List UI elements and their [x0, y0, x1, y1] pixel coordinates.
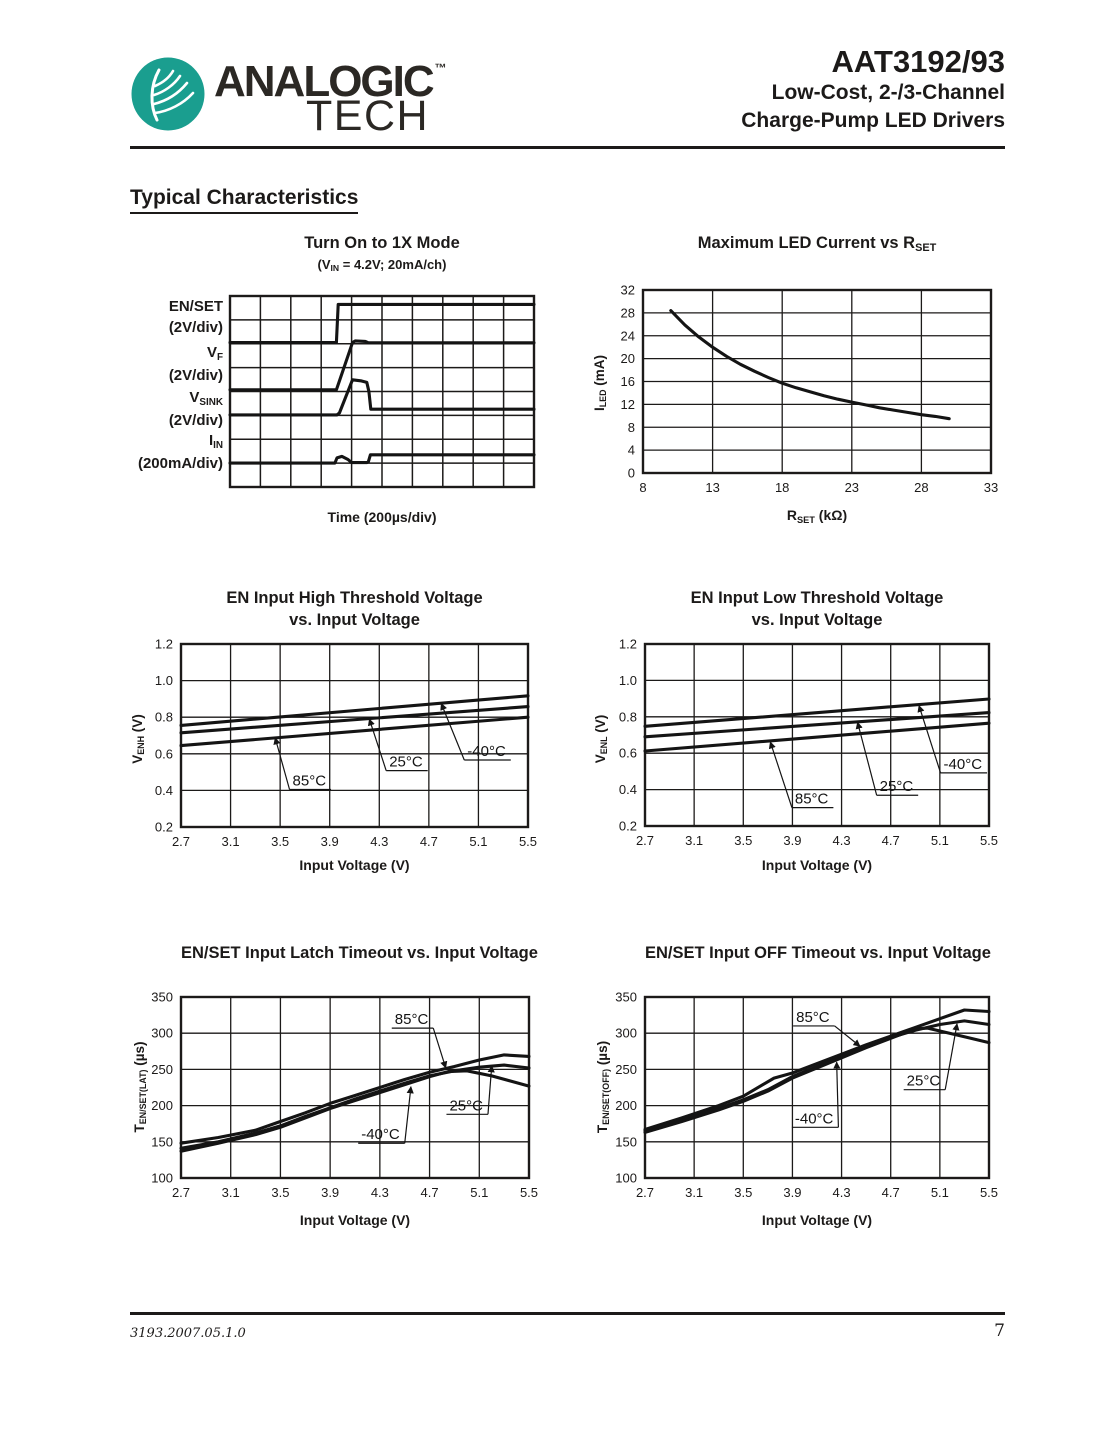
x-tick-label: 23	[844, 480, 860, 495]
chart-title: EN/SET Input Latch Timeout vs. Input Voltage	[181, 944, 538, 962]
x-tick-label: 3.9	[320, 834, 339, 849]
annotation-leader	[837, 1062, 839, 1127]
y-axis-label: $T_{EN/SET(LAT)}$ (µs)	[132, 1041, 149, 1133]
chart-subtitle: ($V_{IN} = 4.2V$; 20mA/ch)	[317, 257, 447, 274]
channel-label: $V_{SINK}$ (2V/div)	[168, 388, 223, 429]
x-tick-label: 3.5	[271, 1185, 290, 1200]
annotation-leader	[488, 1066, 492, 1115]
y-tick-label: 200	[151, 1098, 173, 1114]
y-tick-label: 300	[615, 1025, 637, 1041]
annotation-label: -40°C	[361, 1126, 400, 1144]
x-tick-label: 18	[774, 480, 790, 495]
x-tick-label: 5.1	[930, 833, 949, 848]
x-tick-label: 4.7	[881, 1185, 900, 1200]
annotation-label: 85°C	[794, 790, 829, 808]
plot-frame	[181, 997, 529, 1178]
x-tick-label: 3.5	[734, 833, 753, 848]
x-tick-label: 2.7	[635, 1185, 655, 1200]
chart-latch-timeout	[130, 940, 550, 1245]
logo-tech-text: TECH	[306, 92, 430, 140]
y-tick-label: 24	[620, 328, 635, 344]
x-axis-label: Input Voltage (V)	[761, 857, 873, 873]
y-tick-label: 16	[620, 374, 635, 389]
document-revision: 3193.2007.05.1.0	[130, 1326, 246, 1341]
annotation-label: 85°C	[394, 1011, 429, 1029]
chart-title: Turn On to 1X Mode	[304, 234, 460, 252]
x-tick-label: 5.5	[979, 1185, 999, 1200]
x-tick-label: 28	[914, 480, 929, 495]
y-tick-label: 28	[620, 305, 635, 321]
document-title-block	[741, 44, 1005, 135]
y-axis-label: $V_{ENH}$ (V)	[130, 714, 147, 764]
page-number: 7	[994, 1321, 1005, 1341]
y-axis-label: $I_{LED}$ (mA)	[592, 354, 609, 412]
annotation-leader	[405, 1087, 411, 1143]
doc-subtitle-line2: Charge-Pump LED Drivers	[741, 109, 1005, 132]
chart-title: EN Input High Threshold Voltage	[226, 589, 483, 607]
x-tick-label: 5.1	[470, 1185, 489, 1200]
x-tick-label: 3.9	[783, 833, 802, 848]
venh-plot	[130, 585, 550, 890]
y-tick-label: 8	[627, 419, 635, 435]
x-tick-label: 3.1	[685, 1185, 704, 1200]
x-tick-label: 3.1	[221, 834, 240, 849]
x-tick-label: 33	[983, 480, 999, 495]
y-axis-label: $T_{EN/SET(OFF)}$ (µs)	[595, 1040, 612, 1134]
x-tick-label: 4.7	[881, 833, 900, 848]
logo-brand-text: ANALOGIC ™	[214, 57, 447, 106]
channel-label: $I_{IN}$ (200mA/div)	[137, 431, 223, 472]
x-tick-label: 4.3	[832, 1185, 851, 1200]
x-tick-label: 5.5	[518, 834, 538, 849]
x-tick-label: 3.1	[221, 1185, 240, 1200]
y-tick-label: 250	[151, 1061, 173, 1077]
y-tick-label: 0.2	[618, 818, 637, 834]
annotation-leader	[433, 1028, 445, 1068]
x-tick-label: 8	[639, 480, 647, 495]
x-tick-label: 3.5	[734, 1185, 753, 1200]
off-timeout-plot	[594, 940, 1014, 1245]
chart-title-line2: vs. Input Voltage	[751, 611, 883, 629]
x-tick-label: 2.7	[635, 833, 655, 848]
x-tick-label: 5.5	[519, 1185, 539, 1200]
y-tick-label: 150	[615, 1134, 637, 1150]
chart-title: EN Input Low Threshold Voltage	[690, 589, 944, 607]
y-tick-label: 300	[151, 1025, 173, 1041]
series-85°C	[645, 723, 989, 751]
annotation-label: -40°C	[794, 1110, 834, 1128]
annotation-leader	[369, 719, 386, 771]
annotation-leader	[770, 742, 792, 808]
scope-plot	[130, 228, 550, 540]
y-tick-label: 1.2	[154, 636, 173, 652]
chart-maximum-led-current	[580, 228, 1010, 540]
annotation-label: -40°C	[943, 755, 983, 773]
annotation-label: -40°C	[467, 743, 506, 761]
y-tick-label: 0.8	[154, 709, 173, 725]
chart-off-timeout	[594, 940, 1014, 1245]
annotation-label: 85°C	[796, 1008, 830, 1026]
annotation-label: 25°C	[906, 1072, 941, 1090]
annotation-leader	[275, 738, 289, 790]
chart-title: Maximum LED Current vs $R_{SET}$	[697, 234, 937, 255]
x-tick-label: 5.5	[979, 833, 999, 848]
x-tick-label: 4.7	[420, 1185, 439, 1200]
x-tick-label: 3.9	[783, 1185, 802, 1200]
chart-en-input-low-threshold	[594, 585, 1014, 890]
y-tick-label: 100	[151, 1170, 173, 1186]
x-axis-label: $R_{SET}$ (kΩ)	[786, 507, 848, 525]
x-tick-label: 3.5	[271, 834, 290, 849]
y-tick-label: 20	[620, 351, 635, 367]
y-tick-label: 1.0	[154, 673, 173, 689]
x-tick-label: 4.3	[370, 1185, 389, 1200]
footer-rule	[130, 1312, 1005, 1315]
y-tick-label: 0	[627, 465, 635, 481]
x-tick-label: 2.7	[171, 1185, 191, 1200]
x-tick-label: 13	[705, 480, 720, 495]
annotation-label: 25°C	[879, 778, 914, 796]
x-tick-label: 5.1	[469, 834, 488, 849]
y-tick-label: 150	[151, 1134, 173, 1150]
x-axis-label: Input Voltage (V)	[761, 1212, 873, 1228]
x-tick-label: 4.7	[419, 834, 438, 849]
x-tick-label: 2.7	[171, 834, 191, 849]
channel-label: EN/SET (2V/div)	[168, 298, 223, 336]
latch-timeout-plot	[130, 940, 550, 1245]
y-tick-label: 100	[615, 1170, 637, 1186]
y-tick-label: 0.6	[618, 745, 637, 761]
x-tick-label: 4.3	[832, 833, 851, 848]
y-axis-label: $V_{ENL}$ (V)	[593, 714, 610, 764]
chart-title: EN/SET Input OFF Timeout vs. Input Voltage	[645, 944, 991, 962]
chart-title-line2: vs. Input Voltage	[289, 611, 420, 629]
y-tick-label: 350	[151, 989, 173, 1005]
annotation-label: 25°C	[389, 753, 423, 771]
x-tick-label: 3.1	[685, 833, 704, 848]
y-tick-label: 12	[620, 396, 635, 412]
y-tick-label: 4	[627, 442, 635, 458]
x-axis-label: Time (200µs/div)	[327, 509, 437, 525]
led-current-plot	[580, 228, 1010, 540]
y-tick-label: 0.6	[154, 746, 173, 762]
x-axis-label: Input Voltage (V)	[299, 857, 410, 873]
y-tick-label: 350	[615, 989, 637, 1005]
x-tick-label: 3.9	[321, 1185, 340, 1200]
y-tick-label: 0.4	[154, 782, 173, 798]
annotation-leader	[835, 1026, 860, 1046]
x-tick-label: 5.1	[930, 1185, 949, 1200]
section-heading: Typical Characteristics	[130, 186, 358, 214]
y-tick-label: 32	[620, 282, 635, 298]
x-axis-label: Input Voltage (V)	[299, 1212, 411, 1228]
y-tick-label: 200	[615, 1098, 637, 1114]
series--40°C	[645, 699, 989, 726]
leaf-logo-icon	[131, 57, 205, 131]
annotation-label: 25°C	[449, 1097, 483, 1115]
y-tick-label: 0.4	[618, 782, 637, 798]
channel-label: $V_F$ (2V/div)	[168, 344, 223, 385]
venl-plot	[594, 585, 1014, 890]
doc-subtitle-line1: Low-Cost, 2-/3-Channel	[771, 81, 1005, 104]
y-tick-label: 1.0	[618, 672, 637, 688]
annotation-label: 85°C	[292, 772, 327, 790]
chart-en-input-high-threshold	[130, 585, 550, 890]
y-tick-label: 1.2	[618, 636, 637, 652]
plot-frame	[181, 644, 528, 827]
trademark-symbol: ™	[434, 61, 447, 75]
x-tick-label: 4.3	[370, 834, 389, 849]
y-tick-label: 250	[615, 1061, 637, 1077]
y-tick-label: 0.8	[618, 709, 637, 725]
y-tick-label: 0.2	[154, 819, 173, 835]
chart-turn-on-to-1x-mode	[130, 228, 550, 540]
part-number: AAT3192/93	[831, 44, 1005, 79]
header-rule	[130, 146, 1005, 149]
